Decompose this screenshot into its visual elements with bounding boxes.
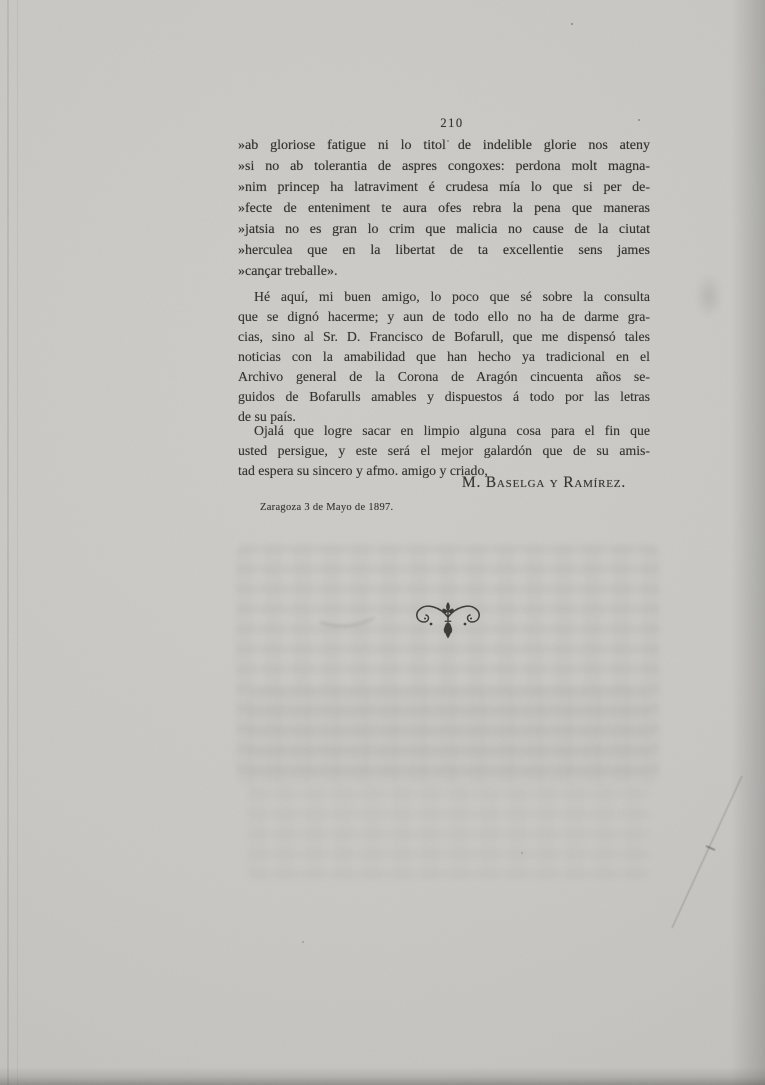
text-line: usted persigue, y este será el mejor galardón que de su amis- <box>238 443 650 458</box>
text-line: Hé aquí, mi buen amigo, lo poco que sé sobre la consulta <box>254 289 650 304</box>
letter-paragraph-2 <box>238 421 650 481</box>
text-line: cias, sino al Sr. D. Francisco de Bofarull, que me dispensó tales <box>238 329 650 344</box>
text-line: Ojalá que logre sacar en limpio alguna cosa para el fin que <box>254 423 650 438</box>
signature: M. Baselga y Ramírez. <box>461 474 626 491</box>
text-line: que se dignó hacerme; y aun de todo ello no ha de darme gra- <box>238 309 650 324</box>
page-number: 210 <box>440 116 464 130</box>
quote-line: »ab gloriose fatigue ni lo titol de indelible glorie nos ateny <box>238 138 650 153</box>
quote-line: »fecte de enteniment te aura ofes rebra la pena que maneras <box>238 201 650 216</box>
text-line: noticias con la amabilidad que han hecho ya tradicional en el <box>238 349 650 364</box>
letter-paragraph-1 <box>238 287 650 427</box>
text-line: tad espera su sincero y afmo. amigo y criado, <box>238 463 488 478</box>
quote-line: »nim princep ha latraviment é crudesa mía lo que si per de- <box>238 180 650 195</box>
dateline: Zaragoza 3 de Mayo de 1897. <box>260 502 394 513</box>
quote-line: »herculea que en la libertat de ta excellentie sens james <box>238 243 650 258</box>
text-line: Archivo general de la Corona de Aragón cincuenta años se- <box>238 369 650 384</box>
quote-line: »si no ab tolerantia de aspres congoxes: perdona molt magna- <box>238 159 650 174</box>
fleuron-ornament-icon <box>411 602 485 640</box>
quoted-passage <box>238 135 650 282</box>
quote-line: »cançar treballe». <box>238 264 338 279</box>
quote-line: »jatsia no es gran lo crim que malicia no cause de la ciutat <box>238 222 650 237</box>
text-line: de su país. <box>238 409 296 424</box>
text-line: guidos de Bofarulls amables y dispuestos á todo por las letras <box>238 389 650 404</box>
